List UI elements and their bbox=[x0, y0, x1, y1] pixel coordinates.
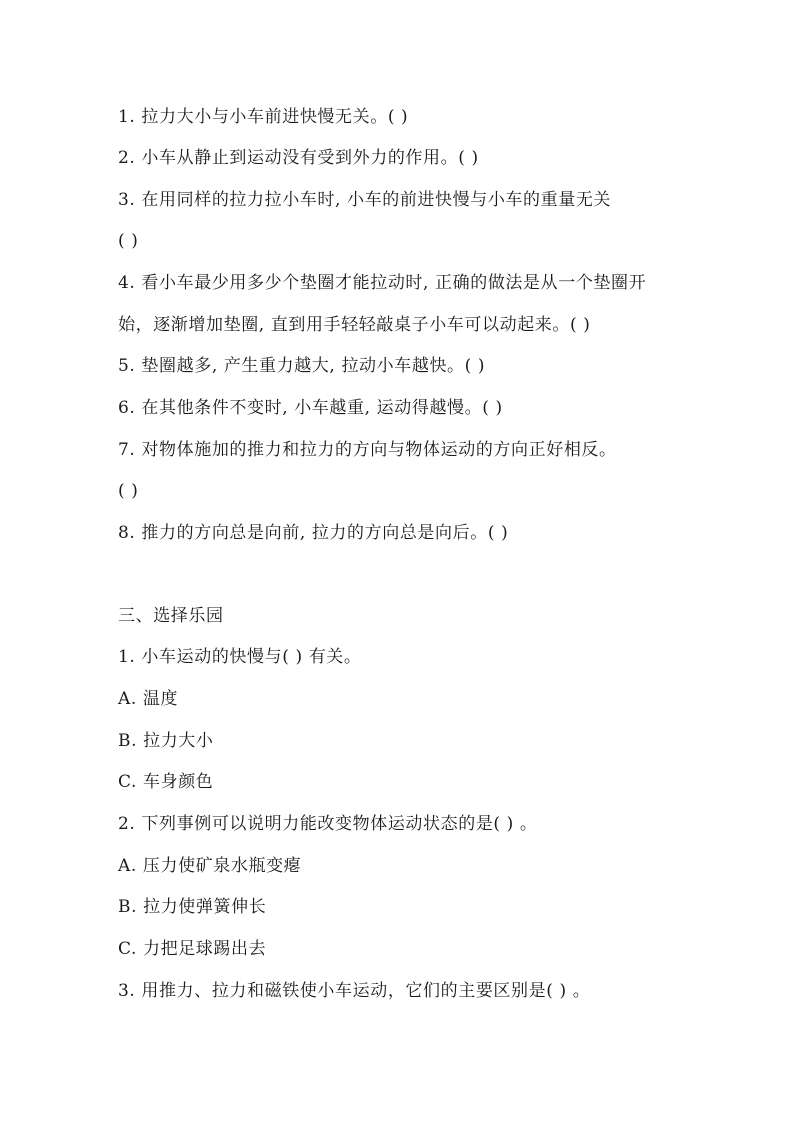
judgment-item-7: 7. 对物体施加的推力和拉力的方向与物体运动的方向正好相反。 bbox=[118, 440, 617, 460]
judgment-item-7-bracket: ( ) bbox=[118, 481, 139, 501]
choice-question-2-option-c: C. 力把足球踢出去 bbox=[118, 939, 267, 959]
judgment-item-1: 1. 拉力大小与小车前进快慢无关。( ) bbox=[118, 107, 409, 127]
choice-question-2: 2. 下列事例可以说明力能改变物体运动状态的是( ) 。 bbox=[118, 814, 538, 834]
judgment-item-5: 5. 垫圈越多, 产生重力越大, 拉动小车越快。( ) bbox=[118, 356, 486, 376]
choice-question-1-option-b: B. 拉力大小 bbox=[118, 731, 214, 751]
choice-question-2-option-b: B. 拉力使弹簧伸长 bbox=[118, 897, 267, 917]
choice-question-1-option-a: A. 温度 bbox=[118, 689, 179, 709]
section-heading-choice: 三、选择乐园 bbox=[118, 606, 224, 626]
choice-question-1: 1. 小车运动的快慢与( ) 有关。 bbox=[118, 647, 362, 667]
judgment-item-2: 2. 小车从静止到运动没有受到外力的作用。( ) bbox=[118, 148, 479, 168]
judgment-item-4: 4. 看小车最少用多少个垫圈才能拉动时, 正确的做法是从一个垫圈开 bbox=[118, 273, 647, 293]
judgment-item-3-bracket: ( ) bbox=[118, 231, 139, 251]
choice-question-1-option-c: C. 车身颜色 bbox=[118, 772, 214, 792]
judgment-item-8: 8. 推力的方向总是向前, 拉力的方向总是向后。( ) bbox=[118, 523, 509, 543]
choice-question-2-option-a: A. 压力使矿泉水瓶变瘪 bbox=[118, 856, 302, 876]
judgment-item-3: 3. 在用同样的拉力拉小车时, 小车的前进快慢与小车的重量无关 bbox=[118, 190, 612, 210]
choice-question-3: 3. 用推力、拉力和磁铁使小车运动，它们的主要区别是( ) 。 bbox=[118, 981, 591, 1001]
judgment-item-6: 6. 在其他条件不变时, 小车越重, 运动得越慢。( ) bbox=[118, 398, 503, 418]
judgment-item-4-continued: 始，逐渐增加垫圈, 直到用手轻轻敲桌子小车可以动起来。( ) bbox=[118, 315, 591, 335]
